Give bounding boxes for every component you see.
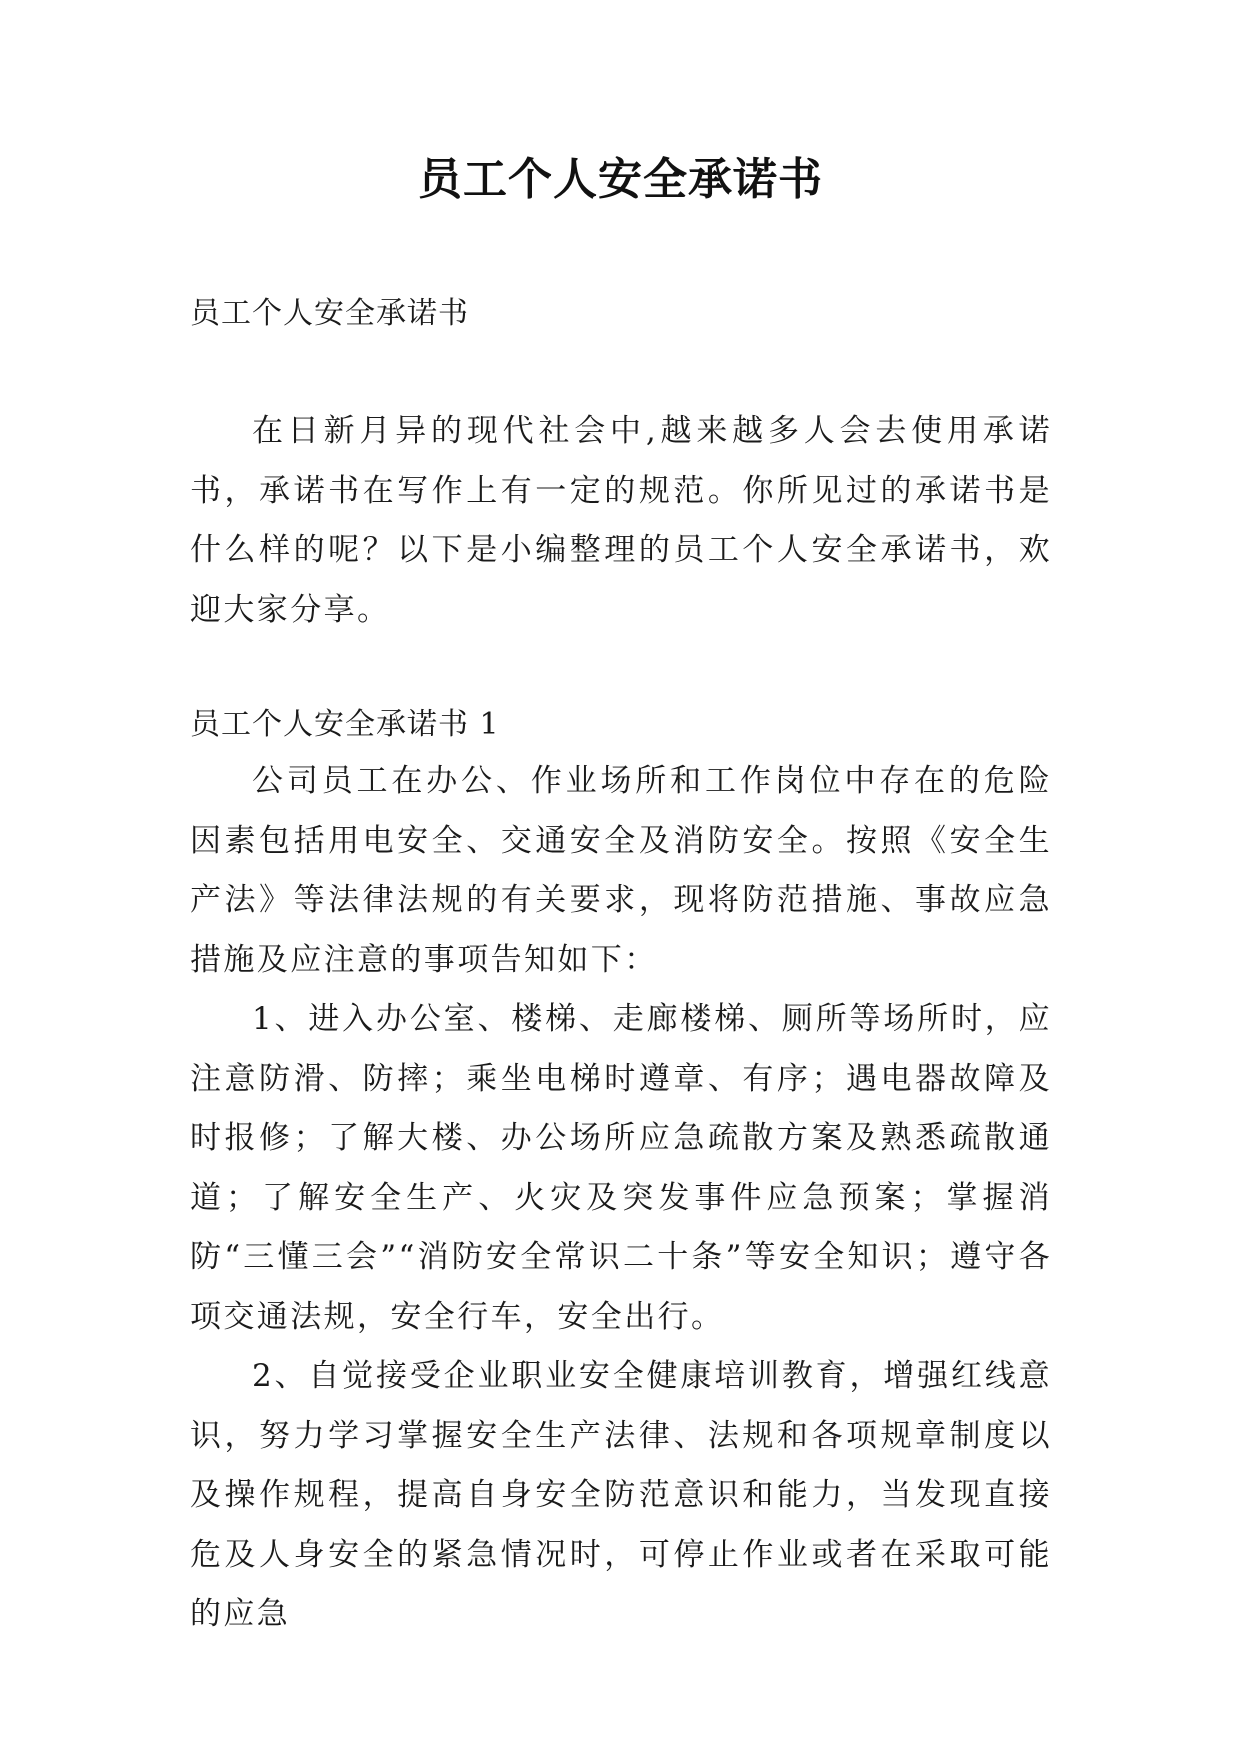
document-subtitle: 员工个人安全承诺书 xyxy=(190,296,469,331)
document-title: 员工个人安全承诺书 xyxy=(418,154,823,205)
intro-paragraph: 在日新月异的现代社会中,越来越多人会去使用承诺书，承诺书在写作上有一定的规范。你所见过的承诺书是什么样的呢？以下是小编整理的员工个人安全承诺书，欢迎大家分享。 xyxy=(190,413,1052,628)
section-heading: 员工个人安全承诺书 1 xyxy=(190,707,500,742)
list-item-2: 2、自觉接受企业职业安全健康培训教育，增强红线意识，努力学习掌握安全生产法律、法规和各项规章制度以及操作规程，提高自身安全防范意识和能力，当发现直接危及人身安全的紧急情况时，可停止作业或者在采取可能的应急 xyxy=(190,1358,1052,1632)
section-paragraph: 公司员工在办公、作业场所和工作岗位中存在的危险因素包括用电安全、交通安全及消防安全。按照《安全生产法》等法律法规的有关要求，现将防范措施、事故应急措施及应注意的事项告知如下： xyxy=(190,763,1052,978)
list-item-1: 1、进入办公室、楼梯、走廊楼梯、厕所等场所时，应注意防滑、防摔；乘坐电梯时遵章、有序；遇电器故障及时报修；了解大楼、办公场所应急疏散方案及熟悉疏散通道；了解安全生产、火灾及突发事件应急预案；掌握消防“三懂三会”“消防安全常识二十条”等安全知识；遵守各项交通法规，安全行车，安全出行。 xyxy=(190,1001,1052,1335)
